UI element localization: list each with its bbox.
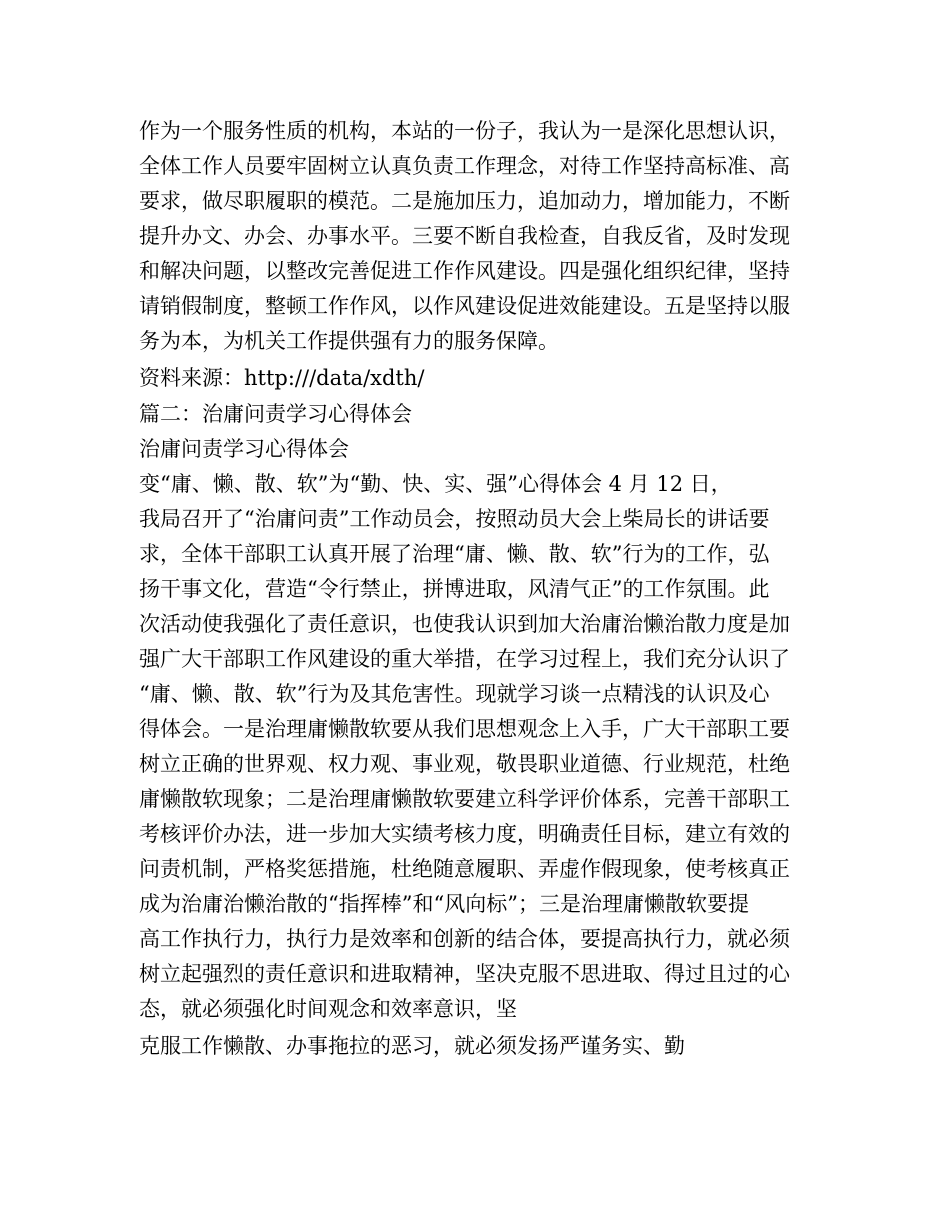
paragraph-line: 成为治庸治懒治散的“指挥棒”和“风向标”；三是治理庸懒散软要提 <box>139 892 749 916</box>
article-title: 治庸问责学习心得体会 <box>139 437 349 461</box>
paragraph-line: 树立起强烈的责任意识和进取精神，坚决克服不思进取、得过且过的心 <box>139 962 790 986</box>
paragraph-line: 考核评价办法，进一步加大实绩考核力度，明确责任目标，建立有效的 <box>139 822 790 846</box>
paragraph-line: 次活动使我强化了责任意识，也使我认识到加大治庸治懒治散力度是加 <box>139 612 790 636</box>
paragraph-line: 态，就必须强化时间观念和效率意识，坚 <box>139 997 517 1021</box>
source-line: 资料来源：http:///data/xdth/ <box>139 366 425 390</box>
paragraph-line: 全体工作人员要牢固树立认真负责工作理念，对待工作坚持高标准、高 <box>139 154 790 178</box>
paragraph-line: 要求，做尽职履职的模范。二是施加压力，追加动力，增加能力，不断 <box>139 189 790 213</box>
paragraph-line: 提升办文、办会、办事水平。三要不断自我检查，自我反省，及时发现 <box>139 224 790 248</box>
paragraph-line: 庸懒散软现象；二是治理庸懒散软要建立科学评价体系，完善干部职工 <box>139 787 790 811</box>
paragraph-line: 高工作执行力，执行力是效率和创新的结合体，要提高执行力，就必须 <box>139 927 790 951</box>
paragraph-line: “庸、懒、散、软”行为及其危害性。现就学习谈一点精浅的认识及心 <box>139 682 770 706</box>
paragraph-line: 变“庸、懒、散、软”为“勤、快、实、强”心得体会 4 月 12 日， <box>139 472 732 496</box>
paragraph-line: 克服工作懒散、办事拖拉的恶习，就必须发扬严谨务实、勤 <box>139 1034 685 1058</box>
paragraph-line: 和解决问题，以整改完善促进工作作风建设。四是强化组织纪律，坚持 <box>139 259 790 283</box>
paragraph-line: 得体会。一是治理庸懒散软要从我们思想观念上入手，广大干部职工要 <box>139 717 790 741</box>
paragraph-line: 请销假制度，整顿工作作风，以作风建设促进效能建设。五是坚持以服 <box>139 294 790 318</box>
paragraph-line: 扬干事文化，营造“令行禁止，拼博进取，风清气正”的工作氛围。此 <box>139 577 770 601</box>
paragraph-line: 树立正确的世界观、权力观、事业观，敬畏职业道德、行业规范，杜绝 <box>139 752 790 776</box>
paragraph-line: 求，全体干部职工认真开展了治理“庸、懒、散、软”行为的工作，弘 <box>139 542 770 566</box>
paragraph-line: 务为本，为机关工作提供强有力的服务保障。 <box>139 329 559 353</box>
paragraph-line: 问责机制，严格奖惩措施，杜绝随意履职、弄虚作假现象，使考核真正 <box>139 857 790 881</box>
section-heading: 篇二：治庸问责学习心得体会 <box>139 402 412 426</box>
paragraph-line: 我局召开了“治庸问责”工作动员会，按照动员大会上柴局长的讲话要 <box>139 507 770 531</box>
paragraph-line: 作为一个服务性质的机构，本站的一份子，我认为一是深化思想认识， <box>139 119 790 143</box>
paragraph-line: 强广大干部职工作风建设的重大举措，在学习过程上，我们充分认识了 <box>139 647 790 671</box>
